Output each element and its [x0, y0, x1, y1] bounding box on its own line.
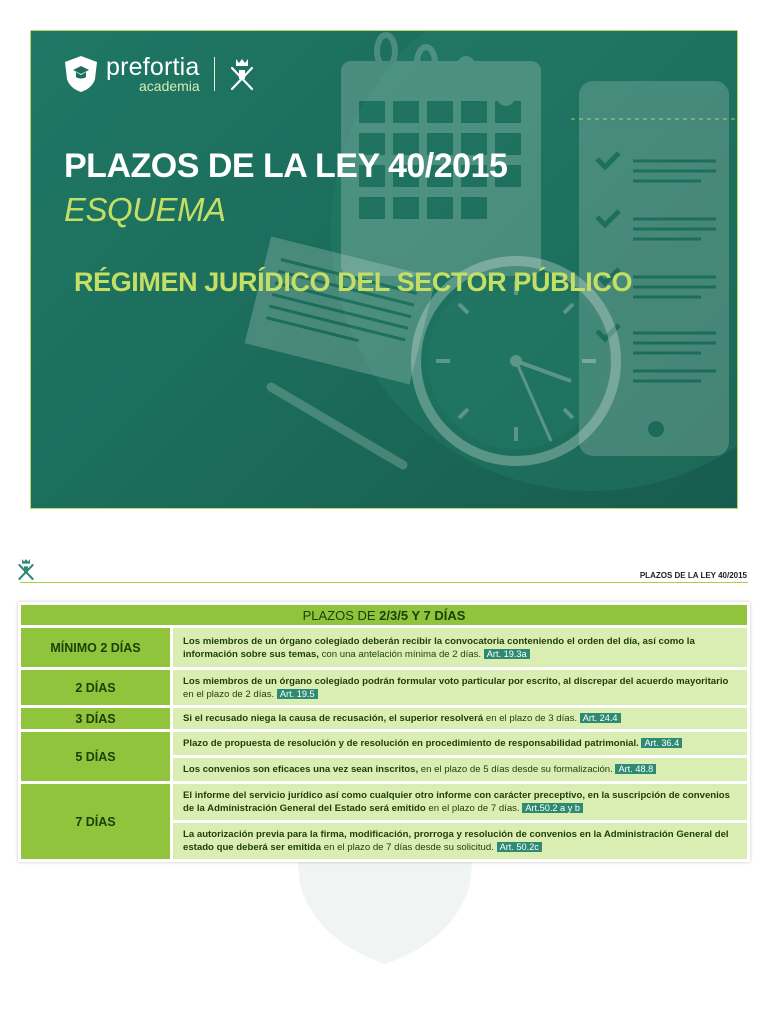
description-bold: Si el recusado niega la causa de recusación, el superior resolverá	[183, 713, 484, 724]
article-reference[interactable]: Art. 48.8	[615, 764, 656, 774]
brand-subtitle: academia	[139, 78, 200, 94]
table-title-prefix: PLAZOS DE	[302, 607, 380, 623]
article-reference[interactable]: Art. 36.4	[641, 738, 682, 748]
plazo-label: 7 DÍAS	[21, 784, 170, 859]
brand-divider	[214, 57, 215, 91]
guardia-civil-emblem-icon	[227, 57, 257, 91]
description-text: en el plazo de 7 días.	[425, 803, 520, 814]
description-text: en el plazo de 5 días desde su formalización.	[418, 764, 613, 775]
plazo-description	[173, 784, 747, 820]
page-header-divider	[20, 582, 748, 583]
cover-section-title: RÉGIMEN JURÍDICO DEL SECTOR PÚBLICO	[74, 267, 633, 297]
cover-subtitle: ESQUEMA	[64, 191, 226, 228]
article-reference[interactable]: Art. 50.2c	[497, 842, 542, 852]
description-text: en el plazo de 7 días desde su solicitud.	[321, 842, 494, 853]
cover-title: PLAZOS DE LA LEY 40/2015	[64, 147, 508, 185]
plazo-description	[173, 758, 747, 781]
brand-name: prefortia	[106, 53, 200, 81]
description-bold: Los miembros de un órgano colegiado podrán formular voto particular por escrito, al discrepar del acuerdo mayoritario	[183, 675, 729, 687]
table-row	[21, 670, 747, 705]
cover-banner	[30, 30, 738, 509]
description-text: en el plazo de 2 días.	[183, 688, 275, 700]
description-bold: Los miembros de un órgano colegiado deberán recibir la convocatoria conteniendo el orden del día, así como la información sobre sus temas,	[183, 635, 695, 660]
plazo-label: 3 DÍAS	[21, 708, 170, 729]
plazo-description	[173, 708, 747, 729]
table-row	[21, 628, 747, 667]
plazo-label: MÍNIMO 2 DÍAS	[21, 628, 170, 667]
plazos-table	[18, 602, 750, 862]
table-header-row	[21, 605, 747, 625]
guardia-civil-emblem-icon	[16, 557, 36, 581]
description-bold: La autorización previa para la firma, modificación, prorroga y resolución de convenios en la Administración General del estado que deberá ser emitida	[183, 829, 729, 853]
brand-logo	[64, 55, 257, 93]
table-row	[21, 784, 747, 820]
plazo-label: 2 DÍAS	[21, 670, 170, 705]
page-header-title: PLAZOS DE LA LEY 40/2015	[639, 571, 747, 580]
plazo-description	[173, 670, 747, 705]
plazo-label: 5 DÍAS	[21, 732, 170, 781]
plazo-description	[173, 823, 747, 859]
plazo-description	[173, 732, 747, 755]
description-bold: Los convenios son eficaces una vez sean inscritos,	[183, 764, 419, 775]
description-text: en el plazo de 3 días.	[483, 713, 578, 724]
article-reference[interactable]: Art. 19.5	[277, 689, 318, 699]
plazo-description	[173, 628, 747, 667]
description-text: con una antelación mínima de 2 días.	[318, 648, 482, 660]
table-title-bold: 2/3/5 Y 7 DÍAS	[379, 607, 466, 623]
table-row	[21, 708, 747, 729]
article-reference[interactable]: Art. 19.3a	[484, 649, 530, 659]
table-row	[21, 732, 747, 755]
description-bold: Plazo de propuesta de resolución y de resolución en procedimiento de responsabilidad patrimonial.	[183, 738, 639, 749]
table-title	[21, 605, 747, 625]
description-bold: El informe del servicio jurídico así como cualquier otro informe con carácter preceptivo, en la suscripción de convenios de la Administración General del Estado será emitido	[183, 790, 731, 814]
prefortia-shield-icon	[64, 55, 98, 93]
article-reference[interactable]: Art.50.2 a y b	[522, 803, 583, 813]
article-reference[interactable]: Art. 24.4	[580, 713, 621, 723]
